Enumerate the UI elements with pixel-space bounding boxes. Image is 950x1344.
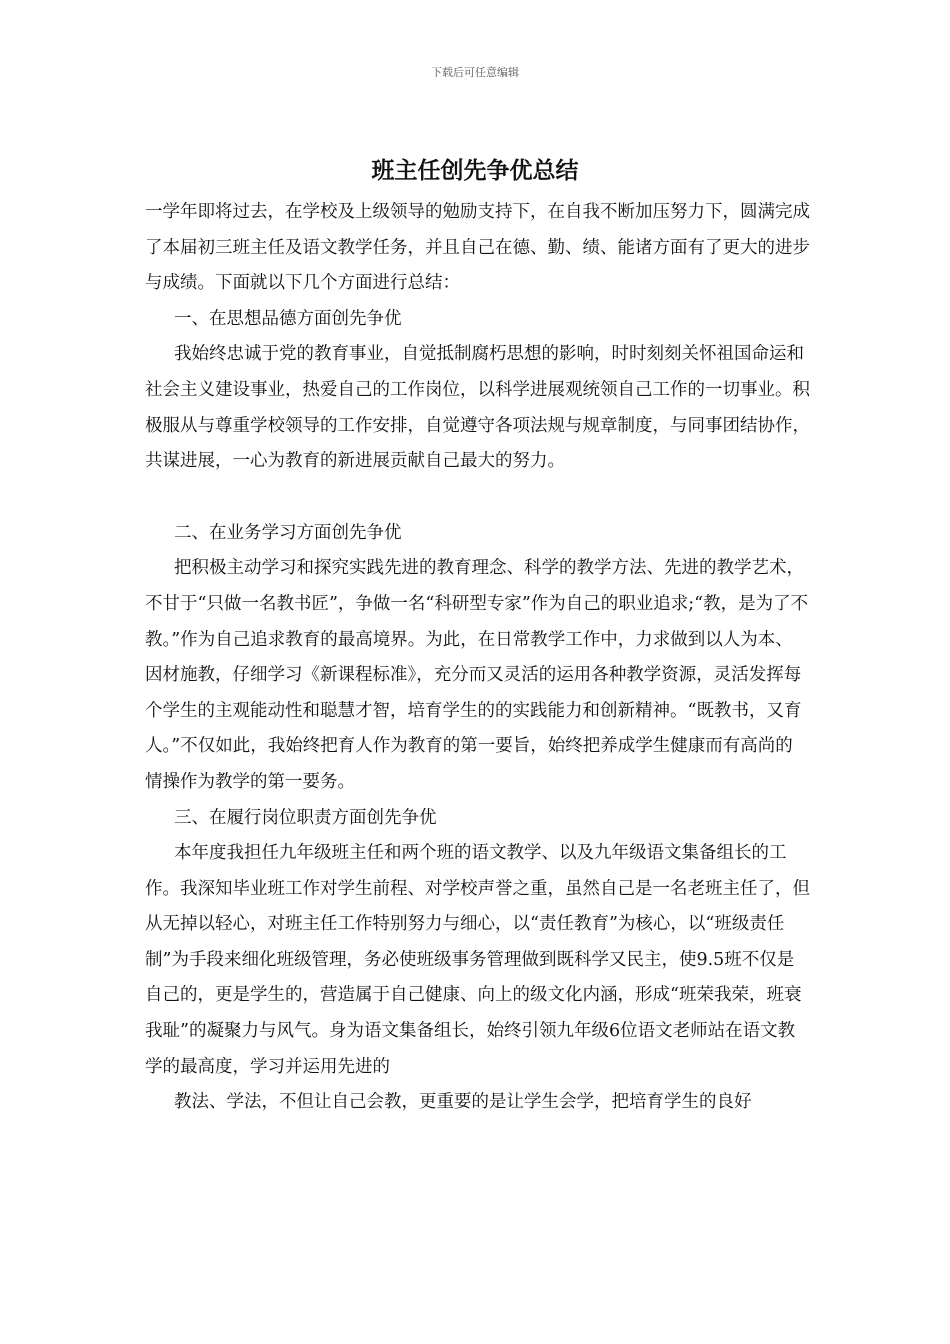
document-title: 班主任创先争优总结 bbox=[371, 157, 579, 184]
section-1-paragraph: 我始终忠诚于党的教育事业，自觉抵制腐朽思想的影响，时时刻刻关怀祖国命运和社会主义建设事业，热爱自己的工作岗位，以科学进展观统领自己工作的一切事业。积极服从与尊重学校领导的工作安排，自觉遵守各项法规与规章制度，与同事团结协作，共谋进展，一心为教育的新进展贡献自己最大的努力。 bbox=[145, 344, 810, 472]
section-heading-3: 三、在履行岗位职责方面创先争优 bbox=[174, 807, 437, 828]
section-2-paragraph: 把积极主动学习和探究实践先进的教育理念、科学的教学方法、先进的教学艺术，不甘于“只做一名教书匠”，争做一名“科研型专家”作为自己的职业追求;“教，是为了不教。”作为自己追求教育的最高境界。为此，在日常教学工作中，力求做到以人为本、因材施教，仔细学习《新课程标准》，充分而又灵活的运用各种教学资源，灵活发挥每个学生的主观能动性和聪慧才智，培育学生的的实践能力和创新精神。“既教书，又育人。”不仅如此，我始终把育人作为教育的第一要旨，始终把养成学生健康而有高尚的情操作为教学的第一要务。 bbox=[145, 558, 809, 792]
intro-paragraph: 一学年即将过去，在学校及上级领导的勉励支持下，在自我不断加压努力下，圆满完成了本届初三班主任及语文教学任务，并且自己在德、勤、绩、能诸方面有了更大的进步与成绩。下面就以下几个方面进行总结： bbox=[145, 202, 810, 294]
document-body bbox=[145, 195, 810, 1121]
section-heading-1: 一、在思想品德方面创先争优 bbox=[174, 308, 402, 329]
section-3-paragraph: 本年度我担任九年级班主任和两个班的语文教学、以及九年级语文集备组长的工作。我深知毕业班工作对学生前程、对学校声誉之重，虽然自己是一名老班主任了，但从无掉以轻心，对班主任工作特别努力与细心，以“责任教育”为核心，以“班级责任制”为手段来细化班级管理，务必使班级事务管理做到既科学又民主，使9.5班不仅是自己的，更是学生的，营造属于自己健康、向上的级文化内涵，形成“班荣我荣，班衰我耻”的凝聚力与风气。身为语文集备组长，始终引领九年级6位语文老师站在语文教学的最高度，学习并运用先进的 bbox=[145, 843, 810, 1077]
page-header: 下载后可任意编辑 bbox=[431, 66, 519, 79]
blank-line bbox=[145, 480, 810, 516]
continuation-paragraph: 教法、学法，不但让自己会教，更重要的是让学生会学，把培育学生的良好 bbox=[174, 1092, 752, 1113]
section-heading-2: 二、在业务学习方面创先争优 bbox=[174, 522, 402, 543]
